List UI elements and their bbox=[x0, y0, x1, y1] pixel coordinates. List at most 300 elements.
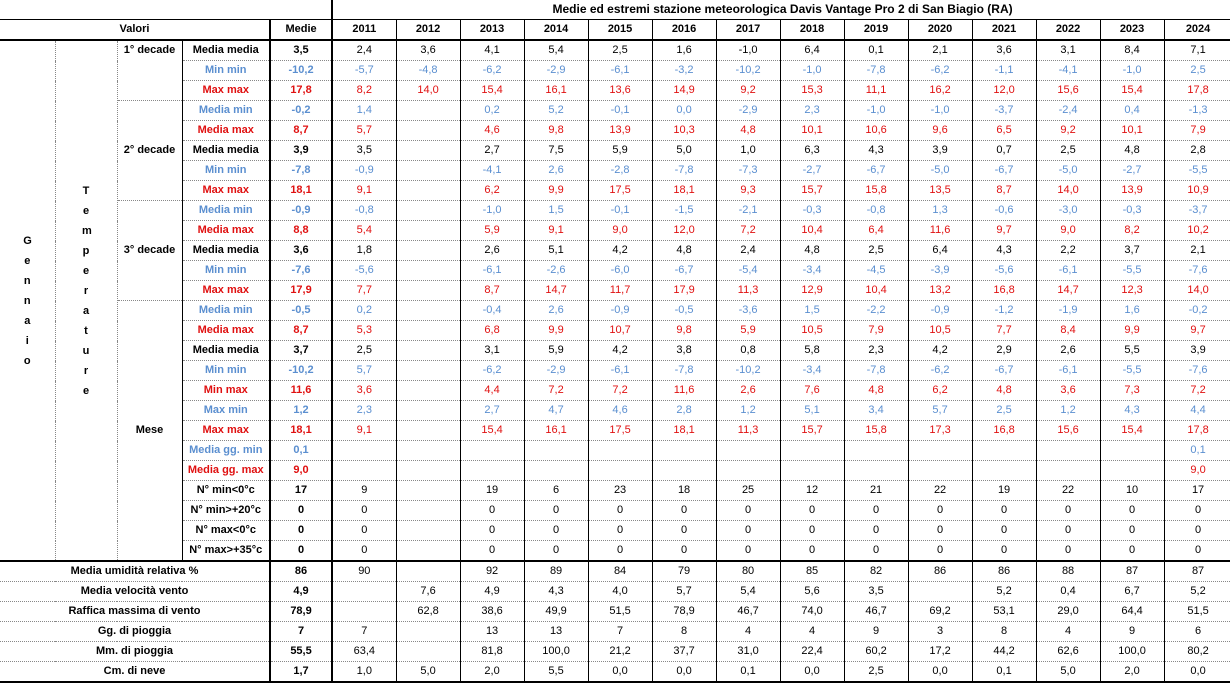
year-value: -3,9 bbox=[908, 261, 972, 281]
year-value: 81,8 bbox=[460, 642, 524, 662]
year-value: -6,0 bbox=[588, 261, 652, 281]
year-value: -3,7 bbox=[1164, 201, 1230, 221]
year-header: 2012 bbox=[396, 20, 460, 41]
table-row bbox=[0, 321, 1230, 341]
year-value: 0 bbox=[716, 501, 780, 521]
year-value: 12,0 bbox=[652, 221, 716, 241]
year-value: 16,8 bbox=[972, 281, 1036, 301]
year-value: 88 bbox=[1036, 561, 1100, 582]
row-label: N° max>+35°c bbox=[182, 541, 270, 562]
year-value: 3,6 bbox=[972, 40, 1036, 61]
year-value bbox=[396, 121, 460, 141]
year-value: 23 bbox=[588, 481, 652, 501]
year-value: 18 bbox=[652, 481, 716, 501]
medie-value: 0 bbox=[270, 541, 332, 562]
year-value: 4,8 bbox=[972, 381, 1036, 401]
year-value: 2,2 bbox=[1036, 241, 1100, 261]
year-value: 4,4 bbox=[1164, 401, 1230, 421]
year-value: 15,4 bbox=[1100, 421, 1164, 441]
year-value bbox=[396, 401, 460, 421]
year-value: 5,4 bbox=[524, 40, 588, 61]
year-value: 3 bbox=[908, 622, 972, 642]
year-value: 1,0 bbox=[332, 662, 396, 683]
year-value: 16,8 bbox=[972, 421, 1036, 441]
year-value: -2,9 bbox=[524, 61, 588, 81]
medie-value: 3,6 bbox=[270, 241, 332, 261]
table-row bbox=[0, 642, 1230, 662]
year-value bbox=[396, 622, 460, 642]
year-value: -5,6 bbox=[332, 261, 396, 281]
medie-value: 4,9 bbox=[270, 582, 332, 602]
year-value: -6,7 bbox=[652, 261, 716, 281]
year-value: 5,9 bbox=[524, 341, 588, 361]
year-value: -6,7 bbox=[844, 161, 908, 181]
year-value: -0,5 bbox=[652, 301, 716, 321]
year-value: -2,9 bbox=[524, 361, 588, 381]
year-value: 12,0 bbox=[972, 81, 1036, 101]
year-value: 8 bbox=[652, 622, 716, 642]
table-row bbox=[0, 281, 1230, 301]
row-label: Min min bbox=[182, 361, 270, 381]
year-value bbox=[396, 161, 460, 181]
year-value: 10,4 bbox=[780, 221, 844, 241]
year-value: 9,9 bbox=[524, 321, 588, 341]
medie-value: 17 bbox=[270, 481, 332, 501]
year-value: 9,9 bbox=[1100, 321, 1164, 341]
table-row bbox=[0, 181, 1230, 201]
year-value: 15,6 bbox=[1036, 81, 1100, 101]
year-value: 78,9 bbox=[652, 602, 716, 622]
table-row bbox=[0, 521, 1230, 541]
row-label: Mm. di pioggia bbox=[0, 642, 270, 662]
year-value bbox=[588, 461, 652, 481]
year-value bbox=[396, 181, 460, 201]
year-value: 0 bbox=[780, 541, 844, 562]
row-label: Min max bbox=[182, 381, 270, 401]
year-value: 5,4 bbox=[332, 221, 396, 241]
year-value: 7,2 bbox=[1164, 381, 1230, 401]
year-value: -0,9 bbox=[908, 301, 972, 321]
year-value bbox=[396, 361, 460, 381]
year-value: 0 bbox=[844, 521, 908, 541]
year-value: 13 bbox=[460, 622, 524, 642]
year-value: 10,6 bbox=[844, 121, 908, 141]
table-row bbox=[0, 501, 1230, 521]
year-value: -6,1 bbox=[460, 261, 524, 281]
year-value: 0 bbox=[332, 521, 396, 541]
table-row bbox=[0, 241, 1230, 261]
year-value: 0,0 bbox=[908, 662, 972, 683]
year-value bbox=[396, 461, 460, 481]
table-row bbox=[0, 301, 1230, 321]
year-value: 6,8 bbox=[460, 321, 524, 341]
year-value: 4,3 bbox=[844, 141, 908, 161]
year-value: 0 bbox=[588, 521, 652, 541]
row-label: Cm. di neve bbox=[0, 662, 270, 683]
year-value: 4,2 bbox=[588, 341, 652, 361]
medie-value: 78,9 bbox=[270, 602, 332, 622]
year-value: 2,5 bbox=[588, 40, 652, 61]
year-value: 22 bbox=[1036, 481, 1100, 501]
year-value: 64,4 bbox=[1100, 602, 1164, 622]
year-value: 21 bbox=[844, 481, 908, 501]
year-value: -2,6 bbox=[524, 261, 588, 281]
year-value: 9,0 bbox=[1036, 221, 1100, 241]
year-value: 0 bbox=[524, 541, 588, 562]
row-label: Max max bbox=[182, 181, 270, 201]
year-value bbox=[524, 441, 588, 461]
year-value: 10,9 bbox=[1164, 181, 1230, 201]
table-row bbox=[0, 40, 1230, 61]
year-value: 14,0 bbox=[1164, 281, 1230, 301]
medie-value: -10,2 bbox=[270, 361, 332, 381]
table-row bbox=[0, 141, 1230, 161]
year-value: 7,2 bbox=[524, 381, 588, 401]
year-value: -0,1 bbox=[588, 101, 652, 121]
year-value: 5,8 bbox=[780, 341, 844, 361]
year-value: 100,0 bbox=[1100, 642, 1164, 662]
year-value: 0,7 bbox=[972, 141, 1036, 161]
year-value: -4,1 bbox=[1036, 61, 1100, 81]
year-value: 1,3 bbox=[908, 201, 972, 221]
year-value: 89 bbox=[524, 561, 588, 582]
year-value: 12,9 bbox=[780, 281, 844, 301]
year-value: 10,2 bbox=[1164, 221, 1230, 241]
year-value: 0 bbox=[588, 541, 652, 562]
table-row bbox=[0, 61, 1230, 81]
year-header: 2016 bbox=[652, 20, 716, 41]
year-value bbox=[460, 441, 524, 461]
year-value: 2,4 bbox=[332, 40, 396, 61]
table-row bbox=[0, 622, 1230, 642]
year-value: 11,1 bbox=[844, 81, 908, 101]
year-value bbox=[332, 602, 396, 622]
year-value bbox=[396, 261, 460, 281]
year-value: 5,0 bbox=[396, 662, 460, 683]
year-value: 10,1 bbox=[780, 121, 844, 141]
year-value: -5,4 bbox=[716, 261, 780, 281]
medie-value: 8,8 bbox=[270, 221, 332, 241]
year-value: 0,0 bbox=[1164, 662, 1230, 683]
year-header: 2011 bbox=[332, 20, 396, 41]
year-value bbox=[652, 461, 716, 481]
year-value: -0,4 bbox=[460, 301, 524, 321]
table-row bbox=[0, 121, 1230, 141]
year-value: 5,1 bbox=[780, 401, 844, 421]
year-value: 4,7 bbox=[524, 401, 588, 421]
year-value: 4,2 bbox=[908, 341, 972, 361]
year-value: -1,0 bbox=[844, 101, 908, 121]
year-value: -0,3 bbox=[1100, 201, 1164, 221]
year-value: 4 bbox=[716, 622, 780, 642]
year-value: 13 bbox=[524, 622, 588, 642]
year-header: 2020 bbox=[908, 20, 972, 41]
year-value: 82 bbox=[844, 561, 908, 582]
year-value: 1,8 bbox=[332, 241, 396, 261]
year-value: 5,7 bbox=[332, 361, 396, 381]
year-value: -1,3 bbox=[1164, 101, 1230, 121]
year-value: 7,5 bbox=[524, 141, 588, 161]
month-label: G e n n a i o bbox=[23, 234, 32, 367]
year-value: 17,5 bbox=[588, 181, 652, 201]
year-value: -1,2 bbox=[972, 301, 1036, 321]
year-value: -2,9 bbox=[716, 101, 780, 121]
year-value: 86 bbox=[908, 561, 972, 582]
year-value: 2,6 bbox=[460, 241, 524, 261]
year-value bbox=[716, 441, 780, 461]
year-value: 5,7 bbox=[908, 401, 972, 421]
year-value: 0 bbox=[460, 521, 524, 541]
year-value: -1,9 bbox=[1036, 301, 1100, 321]
year-value: -10,2 bbox=[716, 61, 780, 81]
year-value: 25 bbox=[716, 481, 780, 501]
year-value: 16,1 bbox=[524, 81, 588, 101]
year-value bbox=[396, 501, 460, 521]
year-value: -0,3 bbox=[780, 201, 844, 221]
row-label: N° min<0°c bbox=[182, 481, 270, 501]
year-value: 3,7 bbox=[1100, 241, 1164, 261]
year-value bbox=[1100, 461, 1164, 481]
valori-header: Valori bbox=[0, 20, 270, 41]
year-value: 2,5 bbox=[1164, 61, 1230, 81]
year-value: 100,0 bbox=[524, 642, 588, 662]
table-row bbox=[0, 602, 1230, 622]
year-value: 11,6 bbox=[908, 221, 972, 241]
year-value: 9,1 bbox=[332, 421, 396, 441]
year-value: 0,1 bbox=[972, 662, 1036, 683]
medie-value: -7,8 bbox=[270, 161, 332, 181]
year-value bbox=[332, 582, 396, 602]
year-value: 79 bbox=[652, 561, 716, 582]
year-value: 2,4 bbox=[716, 241, 780, 261]
year-value: 0 bbox=[1164, 541, 1230, 562]
year-value: 87 bbox=[1100, 561, 1164, 582]
year-value: 1,6 bbox=[1100, 301, 1164, 321]
year-value: -7,8 bbox=[652, 161, 716, 181]
row-label: Media gg. min bbox=[182, 441, 270, 461]
year-value: -3,2 bbox=[652, 61, 716, 81]
year-value: 10,1 bbox=[1100, 121, 1164, 141]
year-value: 60,2 bbox=[844, 642, 908, 662]
year-value: 5,5 bbox=[1100, 341, 1164, 361]
year-value: 5,2 bbox=[1164, 582, 1230, 602]
row-label: Media media bbox=[182, 141, 270, 161]
table-row bbox=[0, 101, 1230, 121]
year-value: 0 bbox=[460, 541, 524, 562]
year-value: 2,1 bbox=[908, 40, 972, 61]
year-value bbox=[332, 461, 396, 481]
year-value: 18,1 bbox=[652, 181, 716, 201]
year-value: 15,4 bbox=[460, 421, 524, 441]
table-row bbox=[0, 201, 1230, 221]
year-header: 2013 bbox=[460, 20, 524, 41]
year-value: -2,4 bbox=[1036, 101, 1100, 121]
year-value: -3,4 bbox=[780, 361, 844, 381]
year-value: 9,2 bbox=[1036, 121, 1100, 141]
year-value: 86 bbox=[972, 561, 1036, 582]
year-value: -1,0 bbox=[1100, 61, 1164, 81]
year-value bbox=[1100, 441, 1164, 461]
table-row bbox=[0, 221, 1230, 241]
year-value: 80,2 bbox=[1164, 642, 1230, 662]
year-value: 15,7 bbox=[780, 181, 844, 201]
year-value: 17,8 bbox=[1164, 421, 1230, 441]
medie-header: Medie bbox=[270, 20, 332, 41]
year-value: 8,2 bbox=[332, 81, 396, 101]
year-value: -0,9 bbox=[588, 301, 652, 321]
year-value bbox=[396, 341, 460, 361]
medie-value: 9,0 bbox=[270, 461, 332, 481]
year-value: -5,5 bbox=[1100, 361, 1164, 381]
year-value: -2,7 bbox=[1100, 161, 1164, 181]
year-value: -0,8 bbox=[844, 201, 908, 221]
year-header: 2023 bbox=[1100, 20, 1164, 41]
year-value: 49,9 bbox=[524, 602, 588, 622]
year-value: 4,2 bbox=[588, 241, 652, 261]
year-value: 2,6 bbox=[716, 381, 780, 401]
year-value: 0 bbox=[588, 501, 652, 521]
year-value: 0 bbox=[1036, 501, 1100, 521]
year-value: 4,3 bbox=[1100, 401, 1164, 421]
year-value: 2,6 bbox=[1036, 341, 1100, 361]
medie-value: 3,7 bbox=[270, 341, 332, 361]
year-value: 7,2 bbox=[588, 381, 652, 401]
row-label: Media media bbox=[182, 40, 270, 61]
year-header: 2019 bbox=[844, 20, 908, 41]
year-value bbox=[396, 281, 460, 301]
row-label: Media max bbox=[182, 121, 270, 141]
year-value bbox=[396, 221, 460, 241]
year-value: 6,4 bbox=[844, 221, 908, 241]
year-value: 0 bbox=[1100, 521, 1164, 541]
year-value: 0 bbox=[1164, 501, 1230, 521]
year-value: 2,3 bbox=[844, 341, 908, 361]
year-value: 5,9 bbox=[460, 221, 524, 241]
year-value: 7,9 bbox=[844, 321, 908, 341]
period-label: 3° decade bbox=[117, 201, 182, 301]
year-value: 0 bbox=[908, 501, 972, 521]
year-value: 3,6 bbox=[396, 40, 460, 61]
year-value: 5,2 bbox=[524, 101, 588, 121]
year-value: 17,9 bbox=[652, 281, 716, 301]
row-label: Gg. di pioggia bbox=[0, 622, 270, 642]
medie-value: 3,9 bbox=[270, 141, 332, 161]
year-value: 13,6 bbox=[588, 81, 652, 101]
medie-value: 0 bbox=[270, 521, 332, 541]
year-value: 9,0 bbox=[1164, 461, 1230, 481]
year-value: 8,2 bbox=[1100, 221, 1164, 241]
year-value: -1,5 bbox=[652, 201, 716, 221]
year-value: 4,8 bbox=[780, 241, 844, 261]
year-value: 0,4 bbox=[1100, 101, 1164, 121]
year-value: -6,1 bbox=[588, 361, 652, 381]
year-value: 7,3 bbox=[1100, 381, 1164, 401]
year-value: 4,3 bbox=[972, 241, 1036, 261]
row-label: Media media bbox=[182, 341, 270, 361]
year-value bbox=[396, 301, 460, 321]
year-value: 0,8 bbox=[716, 341, 780, 361]
year-value: 0,1 bbox=[1164, 441, 1230, 461]
year-value: -4,1 bbox=[460, 161, 524, 181]
medie-value: -0,9 bbox=[270, 201, 332, 221]
year-value: 0 bbox=[908, 521, 972, 541]
year-value: 7,7 bbox=[332, 281, 396, 301]
year-value: 14,9 bbox=[652, 81, 716, 101]
medie-value: 86 bbox=[270, 561, 332, 582]
year-header: 2022 bbox=[1036, 20, 1100, 41]
year-value: 0 bbox=[1100, 541, 1164, 562]
year-value: 13,2 bbox=[908, 281, 972, 301]
year-value: 6,2 bbox=[908, 381, 972, 401]
year-value: 4,8 bbox=[652, 241, 716, 261]
year-value: 5,7 bbox=[652, 582, 716, 602]
year-value: 0 bbox=[524, 521, 588, 541]
row-label: Media gg. max bbox=[182, 461, 270, 481]
year-value: 4 bbox=[780, 622, 844, 642]
year-value: 4,9 bbox=[460, 582, 524, 602]
row-label: Media min bbox=[182, 301, 270, 321]
year-value: -4,8 bbox=[396, 61, 460, 81]
year-value: 0 bbox=[652, 541, 716, 562]
year-value: 12,3 bbox=[1100, 281, 1164, 301]
row-label: N° min>+20°c bbox=[182, 501, 270, 521]
year-value: 3,5 bbox=[332, 141, 396, 161]
year-value: -5,0 bbox=[1036, 161, 1100, 181]
medie-value: 3,5 bbox=[270, 40, 332, 61]
table-row bbox=[0, 421, 1230, 441]
year-value: 14,7 bbox=[524, 281, 588, 301]
year-value: 4,6 bbox=[588, 401, 652, 421]
year-value: 0 bbox=[972, 541, 1036, 562]
year-value: 2,5 bbox=[972, 401, 1036, 421]
row-label: Media min bbox=[182, 201, 270, 221]
year-value: 0 bbox=[908, 541, 972, 562]
year-value: 14,0 bbox=[1036, 181, 1100, 201]
year-value: 18,1 bbox=[652, 421, 716, 441]
year-value: 62,8 bbox=[396, 602, 460, 622]
year-value: 6,7 bbox=[1100, 582, 1164, 602]
year-value bbox=[396, 521, 460, 541]
year-value: 5,9 bbox=[716, 321, 780, 341]
year-value: -0,6 bbox=[972, 201, 1036, 221]
year-value: 5,7 bbox=[332, 121, 396, 141]
year-value: 6,4 bbox=[780, 40, 844, 61]
year-value: 7,1 bbox=[1164, 40, 1230, 61]
period-label: 1° decade bbox=[117, 40, 182, 101]
year-value: 74,0 bbox=[780, 602, 844, 622]
year-value: 2,9 bbox=[972, 341, 1036, 361]
year-value: 17,8 bbox=[1164, 81, 1230, 101]
table-row bbox=[0, 541, 1230, 562]
year-value: 19 bbox=[972, 481, 1036, 501]
row-label: Media media bbox=[182, 241, 270, 261]
year-value: 17,3 bbox=[908, 421, 972, 441]
year-value: 8,7 bbox=[460, 281, 524, 301]
year-value: 0 bbox=[1164, 521, 1230, 541]
year-value bbox=[396, 421, 460, 441]
year-value: 7,6 bbox=[396, 582, 460, 602]
year-value: 2,6 bbox=[524, 161, 588, 181]
year-value: 9,7 bbox=[972, 221, 1036, 241]
year-value: 9 bbox=[1100, 622, 1164, 642]
year-value: -6,2 bbox=[460, 361, 524, 381]
year-value: -0,1 bbox=[588, 201, 652, 221]
year-value: 3,1 bbox=[1036, 40, 1100, 61]
year-value: 2,5 bbox=[844, 241, 908, 261]
row-label: Max min bbox=[182, 401, 270, 421]
year-value bbox=[396, 101, 460, 121]
row-label: Min min bbox=[182, 261, 270, 281]
